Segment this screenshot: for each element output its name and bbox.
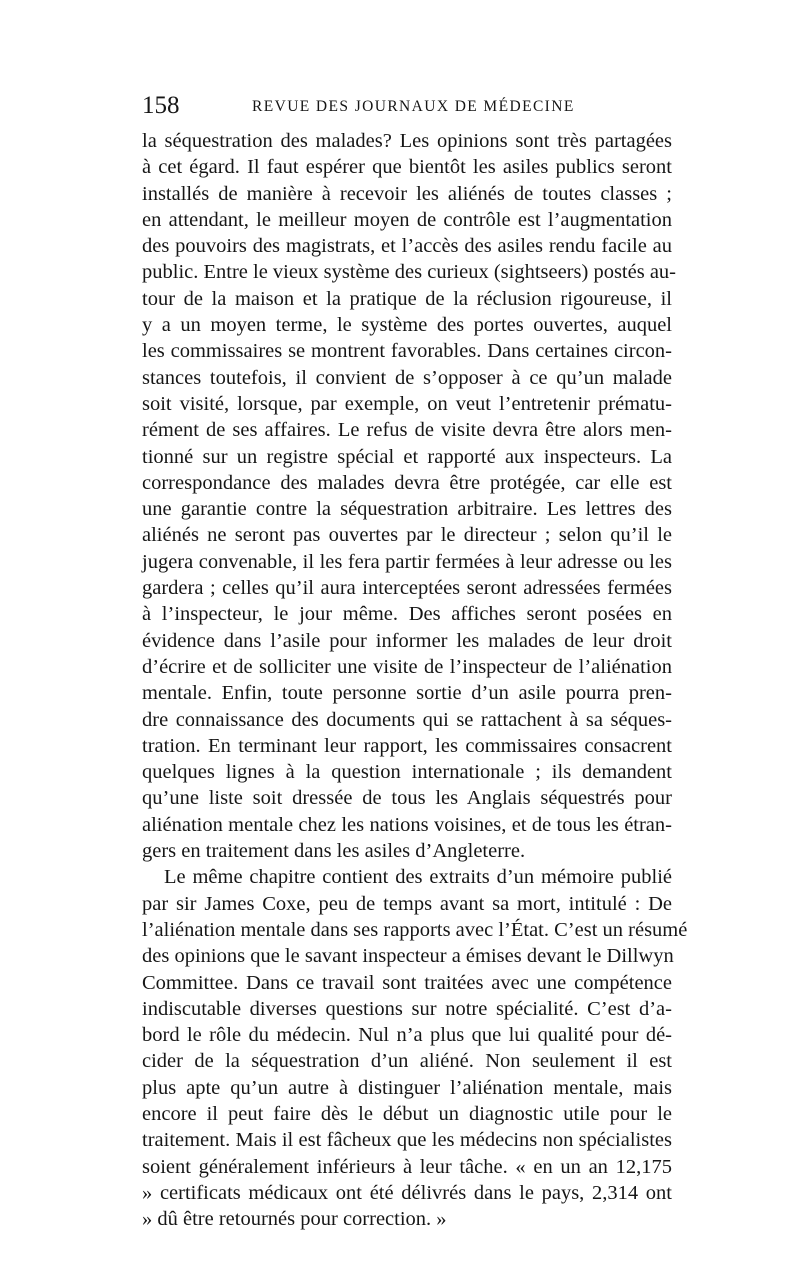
text-line: tration. En terminant leur rapport, les commissaires consacrent	[142, 734, 672, 757]
text-line: des pouvoirs des magistrats, et l’accès des asiles rendu facile au	[142, 235, 672, 258]
text-line: public. Entre le vieux système des curieux (sightseers) postés au-	[142, 261, 676, 284]
text-line: d’écrire et de solliciter une visite de l’inspecteur de l’aliénation	[142, 655, 672, 678]
text-line: par sir James Coxe, peu de temps avant sa mort, intitulé : De	[142, 892, 672, 915]
text-line: plus apte qu’un autre à distinguer l’aliénation mentale, mais	[142, 1076, 672, 1099]
text-line: indiscutable diverses questions sur notre spécialité. C’est d’a-	[142, 997, 672, 1020]
text-line: cider de la séquestration d’un aliéné. Non seulement il est	[142, 1050, 672, 1073]
paragraph	[142, 128, 676, 864]
running-head: REVUE DES JOURNAUX DE MÉDECINE	[252, 98, 575, 115]
text-line: une garantie contre la séquestration arbitraire. Les lettres des	[142, 498, 672, 521]
text-line: installés de manière à recevoir les aliénés de toutes classes ;	[142, 182, 672, 205]
text-line: la séquestration des malades? Les opinions sont très partagées	[142, 130, 672, 152]
text-line: des opinions que le savant inspecteur a émises devant le Dillwyn	[142, 945, 674, 968]
text-line: jugera convenable, il les fera partir fermées à leur adresse ou les	[142, 550, 672, 573]
page-header	[142, 94, 672, 118]
text-line: dre connaissance des documents qui se rattachent à sa séques-	[142, 708, 672, 731]
text-line: l’aliénation mentale dans ses rapports avec l’État. C’est un résumé	[142, 918, 688, 941]
text-line: » dû être retournés pour correction. »	[142, 1208, 447, 1231]
text-line: stances toutefois, il convient de s’opposer à ce qu’un malade	[142, 366, 672, 389]
text-line: traitement. Mais il est fâcheux que les médecins non spécialistes	[142, 1129, 672, 1152]
text-line: y a un moyen terme, le système des portes ouvertes, auquel	[142, 314, 672, 337]
text-line: tionné sur un registre spécial et rapporté aux inspecteurs. La	[142, 445, 672, 468]
text-line: aliénation mentale chez les nations voisines, et de tous les étran-	[142, 813, 672, 836]
text-line: correspondance des malades devra être protégée, car elle est	[142, 471, 672, 494]
text-line: qu’une liste soit dressée de tous les Anglais séquestrés pour	[142, 787, 672, 810]
page-number: 158	[142, 92, 180, 119]
text-line: à l’inspecteur, le jour même. Des affiches seront posées en	[142, 603, 672, 626]
text-line: tour de la maison et la pratique de la réclusion rigoureuse, il	[142, 287, 672, 310]
body-text	[142, 128, 688, 1232]
text-line: à cet égard. Il faut espérer que bientôt les asiles publics seront	[142, 156, 672, 179]
text-line: les commissaires se montrent favorables. Dans certaines circon-	[142, 340, 672, 363]
text-line: gers en traitement dans les asiles d’Angleterre.	[142, 840, 526, 863]
text-line: évidence dans l’asile pour informer les malades de leur droit	[142, 629, 672, 652]
text-line: bord le rôle du médecin. Nul n’a plus que lui qualité pour dé-	[142, 1024, 672, 1047]
text-line: Committee. Dans ce travail sont traitées avec une compétence	[142, 971, 672, 994]
text-line: quelques lignes à la question internationale ; ils demandent	[142, 761, 672, 784]
text-line: mentale. Enfin, toute personne sortie d’un asile pourra pren-	[142, 682, 672, 705]
paragraph	[142, 864, 688, 1232]
text-line: en attendant, le meilleur moyen de contrôle est l’augmentation	[142, 208, 672, 231]
text-line: soit visité, lorsque, par exemple, on veut l’entretenir prématu-	[142, 392, 672, 415]
text-line: aliénés ne seront pas ouvertes par le directeur ; selon qu’il le	[142, 524, 672, 547]
text-line: Le même chapitre contient des extraits d’un mémoire publié	[164, 866, 672, 889]
text-line: encore il peut faire dès le début un diagnostic utile pour le	[142, 1102, 672, 1125]
text-line: gardera ; celles qu’il aura interceptées seront adressées fermées	[142, 577, 672, 600]
text-line: rément de ses affaires. Le refus de visite devra être alors men-	[142, 419, 672, 442]
text-line: » certificats médicaux ont été délivrés dans le pays, 2,314 ont	[142, 1181, 672, 1204]
text-line: soient généralement inférieurs à leur tâche. « en un an 12,175	[142, 1155, 672, 1178]
